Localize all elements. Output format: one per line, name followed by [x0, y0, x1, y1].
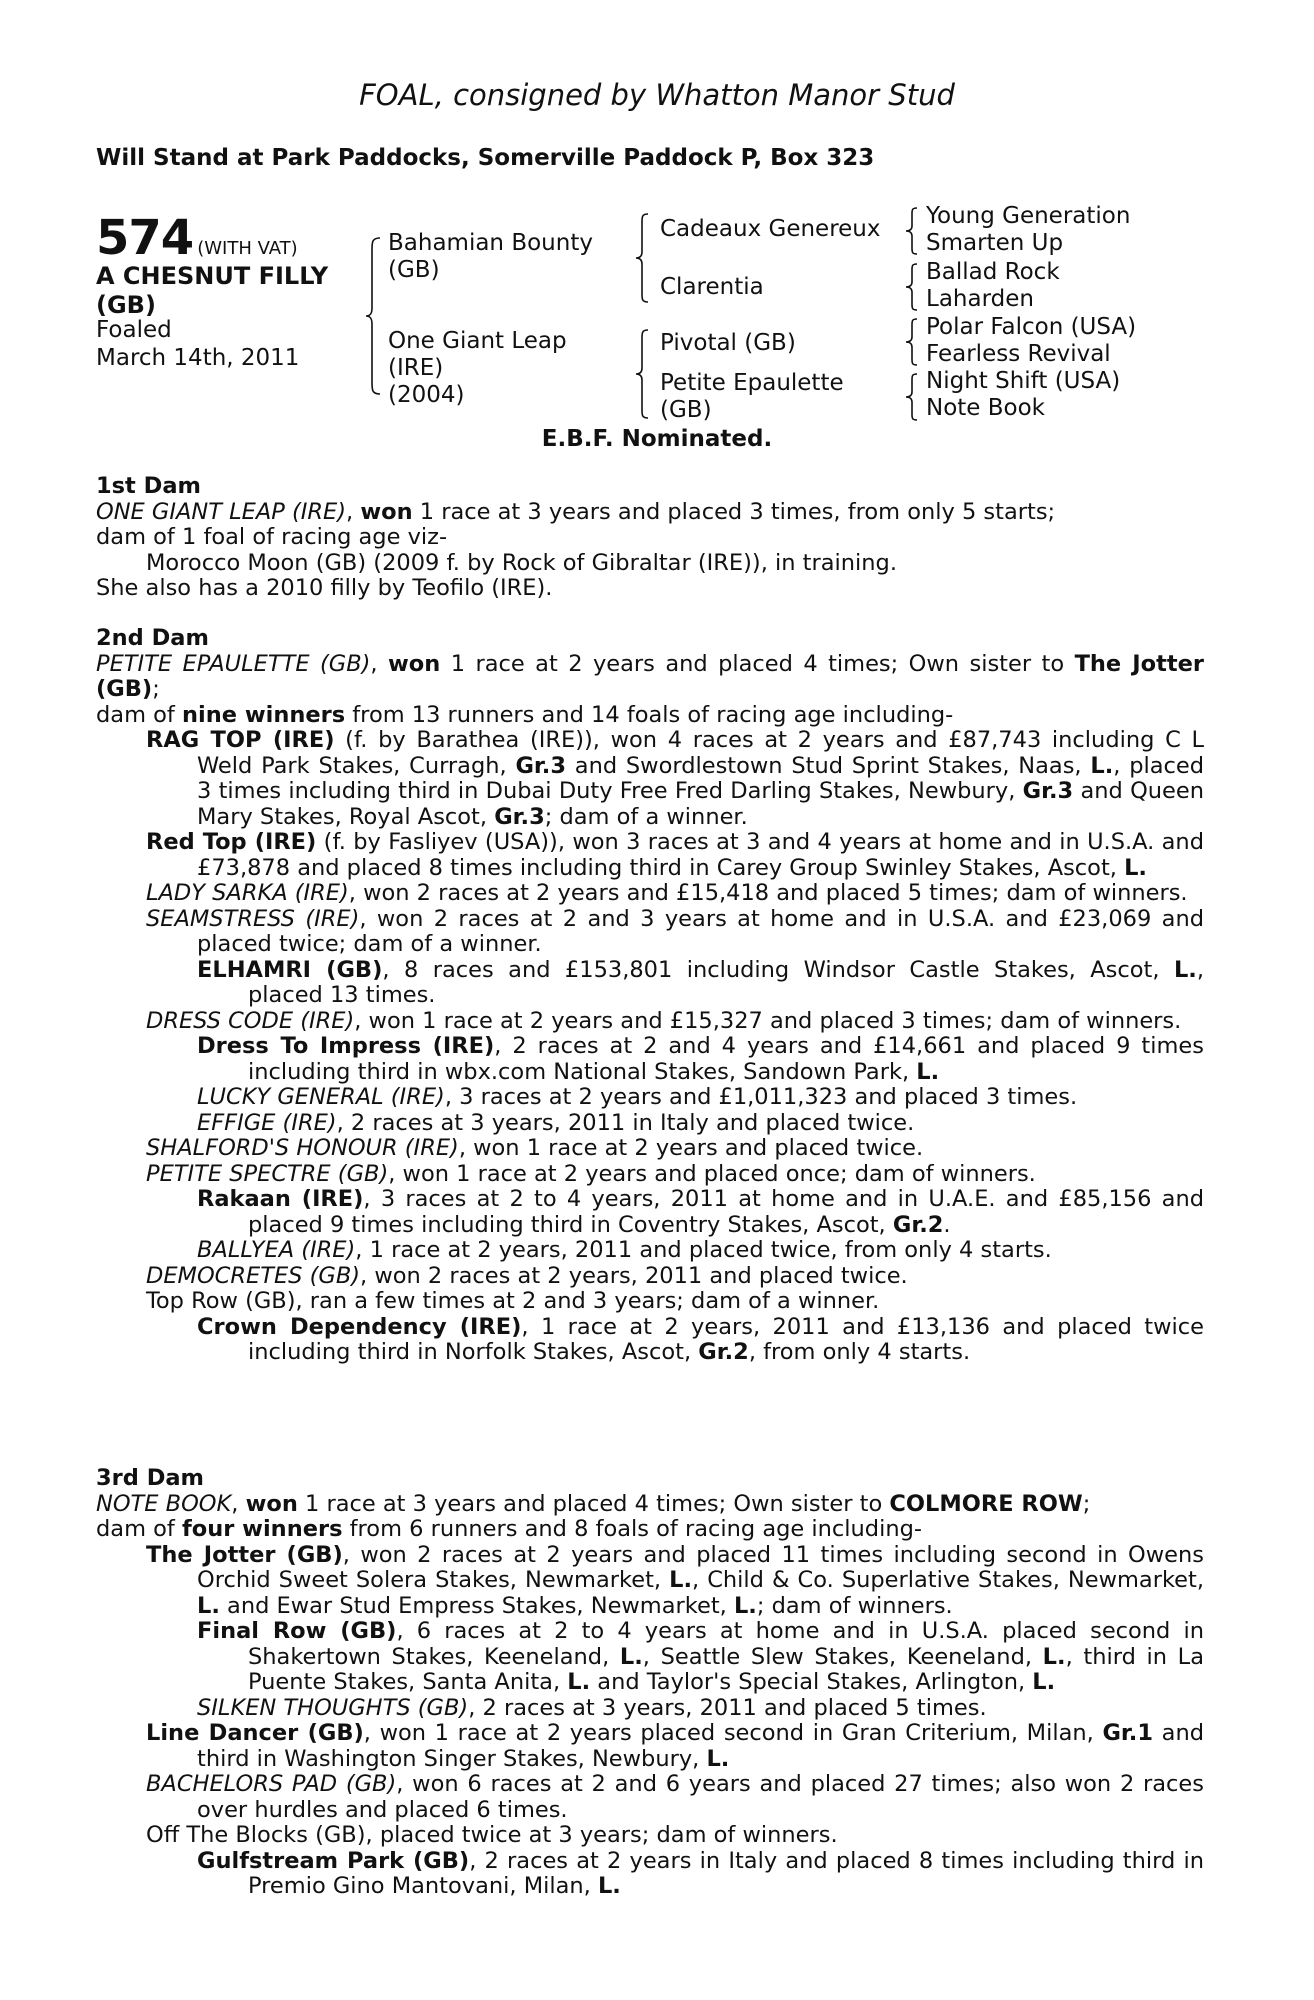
produce-crown-dependency [96, 1315, 1204, 1366]
text: 1 race at 3 years and placed 3 times, from only 5 starts; [412, 498, 1056, 525]
text: dam of [96, 701, 182, 728]
produce-lucky-general [96, 1085, 1204, 1111]
produce-elhamri [96, 958, 1204, 1009]
text: . [943, 1211, 951, 1238]
second-dam-heading: 2nd Dam [96, 625, 209, 651]
grade: Gr.2 [698, 1339, 749, 1365]
text: and Taylor's Special Stakes, Arlington, [590, 1669, 1033, 1695]
produce-rakaan [96, 1187, 1204, 1238]
dam-dam-name: Petite Epaulette [660, 370, 844, 396]
pedigree-brace-g4 [904, 372, 920, 422]
horse-name: DRESS CODE (IRE) [146, 1007, 355, 1034]
produce-bachelors-pad [96, 1772, 1204, 1823]
text: , from only 4 starts. [748, 1339, 971, 1365]
stand-location: Will Stand at Park Paddocks, Somerville Paddock P, Box 323 [96, 145, 875, 171]
horse-name: The Jotter (GB) [146, 1541, 343, 1568]
horse-name: Gulfstream Park (GB) [197, 1847, 470, 1874]
grade: L. [706, 1745, 730, 1772]
pedigree-brace-main [364, 236, 384, 396]
pedigree-sire [388, 230, 593, 284]
text: ; [1082, 1490, 1091, 1517]
horse-name: Red Top (IRE) [146, 829, 317, 855]
horse-name: SEAMSTRESS (IRE) [146, 905, 360, 932]
text: , 2 races at 3 years, 2011 and placed 5 times. [468, 1694, 987, 1721]
ebf-nominated: E.B.F. Nominated. [541, 426, 773, 452]
grade: Gr.3 [494, 803, 545, 830]
horse-name: Rakaan (IRE) [197, 1186, 364, 1212]
pedigree-brace-g3 [904, 317, 920, 367]
produce-democretes [96, 1264, 1204, 1290]
text: , third in La Puente Stakes, Santa Anita, [248, 1643, 1205, 1695]
first-dam-heading: 1st Dam [96, 473, 201, 499]
text: , won 1 race at 2 years and placed twice. [458, 1135, 924, 1161]
pedigree-gen3-7: Night Shift (USA) [926, 368, 1121, 394]
text: , 3 races at 2 to 4 years, 2011 at home and in U.A.E. and £85,156 and placed 9 times including third in Coventry Stakes, Ascot, [248, 1186, 1204, 1238]
text: , 3 races at 2 years and £1,011,323 and placed 3 times. [444, 1084, 1078, 1110]
grade: L. [197, 1592, 220, 1619]
produce-dress-code [96, 1009, 1204, 1035]
horse-name: LUCKY GENERAL (IRE) [197, 1084, 445, 1110]
grade: L. [597, 1873, 621, 1899]
text: and Ewar Stud Empress Stakes, Newmarket, [219, 1592, 734, 1619]
pedigree-brace-dam [634, 328, 652, 420]
grade: L. [1173, 956, 1197, 983]
first-dam-line [96, 500, 1204, 526]
horse-name: Line Dancer (GB) [146, 1720, 364, 1746]
lot-number: 574 [96, 210, 194, 266]
produce-gulfstream-park [96, 1849, 1204, 1900]
text: , 2 races at 2 years in Italy and placed 8 times including third in Premio Gino Mantovani, Milan, [248, 1847, 1204, 1899]
text: , [231, 1490, 246, 1517]
text: , 1 race at 2 years, 2011 and £13,136 and placed twice including third in Norfolk Stakes, Ascot, [248, 1313, 1204, 1365]
first-dam-section [96, 474, 1204, 602]
lot-name-line1: A CHESNUT FILLY [96, 262, 329, 290]
text: , won 1 race at 2 years and placed once; dam of winners. [388, 1160, 1036, 1187]
pedigree-sire-dam: Clarentia [660, 274, 764, 300]
pedigree-sire-sire: Cadeaux Genereux [660, 216, 881, 242]
pedigree-gen3-8: Note Book [926, 395, 1045, 421]
produce-red-top [96, 830, 1204, 881]
produce-off-the-blocks: Off The Blocks (GB), placed twice at 3 years; dam of winners. [146, 1822, 838, 1848]
grade: Gr.2 [892, 1211, 944, 1238]
sire-name: Bahamian Bounty [388, 230, 593, 256]
horse-name: Final Row (GB) [197, 1618, 397, 1644]
produce-shalfords-honour [96, 1136, 1204, 1162]
text: , 8 races and £153,801 including Windsor Castle Stakes, Ascot, [382, 956, 1174, 983]
grade: Gr.3 [515, 752, 567, 779]
text: and third in Washington Singer Stakes, Newbury, [197, 1720, 1205, 1772]
foaled-value: March 14th, 2011 [96, 345, 300, 371]
grade: Gr.3 [1022, 778, 1074, 804]
horse-name: SILKEN THOUGHTS (GB) [197, 1694, 469, 1721]
horse-name: EFFIGE (IRE) [197, 1109, 337, 1136]
text: from 6 runners and 8 foals of racing age including- [342, 1516, 922, 1542]
text: (f. by Barathea (IRE)), won 4 races at 2 years and £87,743 including C L Weld Park Stakes, Curragh, [197, 727, 1204, 779]
produce-top-row: Top Row (GB), ran a few times at 2 and 3 years; dam of a winner. [146, 1288, 880, 1314]
produce-silken-thoughts [96, 1696, 1204, 1722]
lot-vat: (WITH VAT) [197, 238, 298, 259]
text: from 13 runners and 14 foals of racing age including- [345, 701, 954, 728]
horse-name: DEMOCRETES (GB) [146, 1262, 361, 1289]
grade: L. [669, 1567, 692, 1593]
produce-petite-spectre [96, 1162, 1204, 1188]
foaled-label: Foaled [96, 317, 172, 343]
third-dam-line [96, 1492, 1204, 1518]
third-dam-produce-line [96, 1517, 1204, 1543]
third-dam-section [96, 1466, 1204, 1900]
produce-seamstress [96, 907, 1204, 958]
grade: L. [1042, 1643, 1066, 1670]
pedigree-dam-dam [660, 370, 844, 424]
dam-dam-country: (GB) [660, 397, 712, 423]
sibling-name: COLMORE ROW [889, 1490, 1083, 1517]
dam-year: (2004) [388, 382, 465, 408]
text: , [370, 650, 389, 677]
pedigree-brace-g2 [904, 262, 920, 312]
pedigree-dam [388, 328, 567, 409]
horse-name: PETITE SPECTRE (GB) [146, 1160, 389, 1187]
won-label: won [388, 650, 441, 677]
horse-name: Dress To Impress (IRE) [197, 1033, 495, 1059]
produce-rag-top [96, 728, 1204, 830]
grade: Gr.1 [1102, 1720, 1154, 1746]
first-dam-produce-line: dam of 1 foal of racing age viz- [96, 524, 448, 550]
grade: L. [567, 1669, 591, 1695]
pedigree-gen3-3: Ballad Rock [926, 259, 1060, 285]
lot-name-line2: (GB) [96, 291, 156, 319]
won-label: won [360, 498, 413, 525]
third-dam-heading: 3rd Dam [96, 1465, 204, 1491]
pedigree-dam-sire: Pivotal (GB) [660, 330, 796, 356]
text: , [346, 498, 361, 525]
text: , placed 13 times. [248, 956, 1204, 1008]
first-dam-foal: Morocco Moon (GB) (2009 f. by Rock of Gibraltar (IRE)), in training. [146, 549, 897, 576]
text: , won 2 races at 2 years, 2011 and placed twice. [360, 1262, 908, 1289]
second-dam-produce-line [96, 703, 1204, 729]
pedigree-gen3-2: Smarten Up [926, 230, 1064, 256]
pedigree-gen3-4: Laharden [926, 286, 1034, 312]
text: , Child & Co. Superlative Stakes, Newmarket, [692, 1567, 1205, 1593]
first-dam-note: She also has a 2010 filly by Teofilo (IRE). [96, 575, 553, 601]
text: , won 1 race at 2 years and £15,327 and placed 3 times; dam of winners. [354, 1007, 1182, 1034]
grade: L. [1032, 1669, 1056, 1695]
text: dam of [96, 1516, 182, 1542]
text: ; dam of winners. [756, 1592, 953, 1619]
text: 1 race at 2 years and placed 4 times; Own sister to [440, 650, 1075, 677]
grade: L. [619, 1643, 643, 1670]
text: 1 race at 3 years and placed 4 times; Own sister to [297, 1490, 890, 1517]
sibling-name: The Jotter (GB) [96, 650, 1205, 702]
text: ; [152, 676, 160, 702]
text: and Queen Mary Stakes, Royal Ascot, [197, 778, 1204, 830]
pedigree-gen3-6: Fearless Revival [926, 341, 1111, 367]
pedigree-brace-g1 [904, 206, 920, 256]
text: , Seattle Slew Stakes, Keeneland, [642, 1643, 1043, 1670]
text: ; dam of a winner. [544, 803, 748, 830]
grade: L. [1124, 854, 1147, 881]
sire-country: (GB) [388, 257, 440, 283]
winners-count: nine winners [181, 701, 346, 728]
pedigree-gen3-5: Polar Falcon (USA) [926, 314, 1137, 340]
dam-name: One Giant Leap [388, 328, 567, 354]
text: , 2 races at 2 and 4 years and £14,661 and placed 9 times including third in wbx.com National Stakes, Sandown Park, [248, 1033, 1204, 1085]
dam-country: (IRE) [388, 355, 444, 381]
text: (f. by Fasliyev (USA)), won 3 races at 3 and 4 years at home and in U.S.A. and £73,878 and placed 8 times including third in Carey Group Swinley Stakes, Ascot, [197, 829, 1204, 881]
second-dam-section [96, 626, 1204, 1366]
produce-line-dancer [96, 1721, 1204, 1772]
produce-dress-to-impress [96, 1034, 1204, 1085]
text: , 6 races at 2 to 4 years at home and in U.S.A. placed second in Shakertown Stakes, Keeneland, [248, 1618, 1205, 1670]
lot-number-block [96, 210, 298, 266]
horse-name: Crown Dependency (IRE) [197, 1313, 522, 1340]
won-label: won [245, 1490, 298, 1517]
produce-lady-sarka [96, 881, 1204, 907]
horse-name: BACHELORS PAD (GB) [146, 1771, 397, 1797]
text: , won 1 race at 2 years placed second in Gran Criterium, Milan, [363, 1720, 1103, 1746]
text: , 2 races at 3 years, 2011 in Italy and placed twice. [336, 1109, 915, 1136]
produce-the-jotter [96, 1543, 1204, 1620]
horse-name: BALLYEA (IRE) [197, 1237, 356, 1263]
dam-name: PETITE EPAULETTE (GB) [96, 650, 371, 677]
horse-name: SHALFORD'S HONOUR (IRE) [146, 1135, 459, 1161]
second-dam-line [96, 652, 1204, 703]
pedigree-brace-sire [634, 212, 652, 304]
grade: L. [733, 1592, 757, 1619]
produce-effige [96, 1111, 1204, 1137]
grade: L. [1090, 752, 1114, 779]
lot-name [96, 262, 366, 320]
winners-count: four winners [181, 1516, 343, 1542]
dam-name: ONE GIANT LEAP (IRE) [96, 498, 347, 525]
text: , won 2 races at 2 years and placed 11 times including second in Owens Orchid Sweet Solera Stakes, Newmarket, [197, 1541, 1204, 1593]
text: , won 2 races at 2 years and £15,418 and placed 5 times; dam of winners. [348, 880, 1188, 906]
text: , 1 race at 2 years, 2011 and placed twice, from only 4 starts. [355, 1237, 1052, 1263]
produce-final-row [96, 1619, 1204, 1696]
text: , won 2 races at 2 and 3 years at home and in U.S.A. and £23,069 and placed twice; dam of a winner. [197, 905, 1204, 957]
horse-name: ELHAMRI (GB) [197, 956, 383, 983]
text: and Swordlestown Stud Sprint Stakes, Naas, [566, 752, 1091, 779]
text: , placed 3 times including third in Dubai Duty Free Fred Darling Stakes, Newbury, [197, 752, 1205, 804]
dam-name: NOTE BOOK [96, 1490, 232, 1517]
produce-ballyea [96, 1238, 1204, 1264]
consignor-title: FOAL, consigned by Whatton Manor Stud [359, 78, 955, 112]
foaled-date [96, 316, 299, 372]
horse-name: RAG TOP (IRE) [146, 727, 335, 753]
pedigree-gen3-1: Young Generation [926, 203, 1131, 229]
horse-name: LADY SARKA (IRE) [146, 880, 349, 906]
grade: L. [916, 1058, 940, 1085]
text: , won 6 races at 2 and 6 years and placed 27 times; also won 2 races over hurdles and placed 6 times. [197, 1771, 1204, 1823]
